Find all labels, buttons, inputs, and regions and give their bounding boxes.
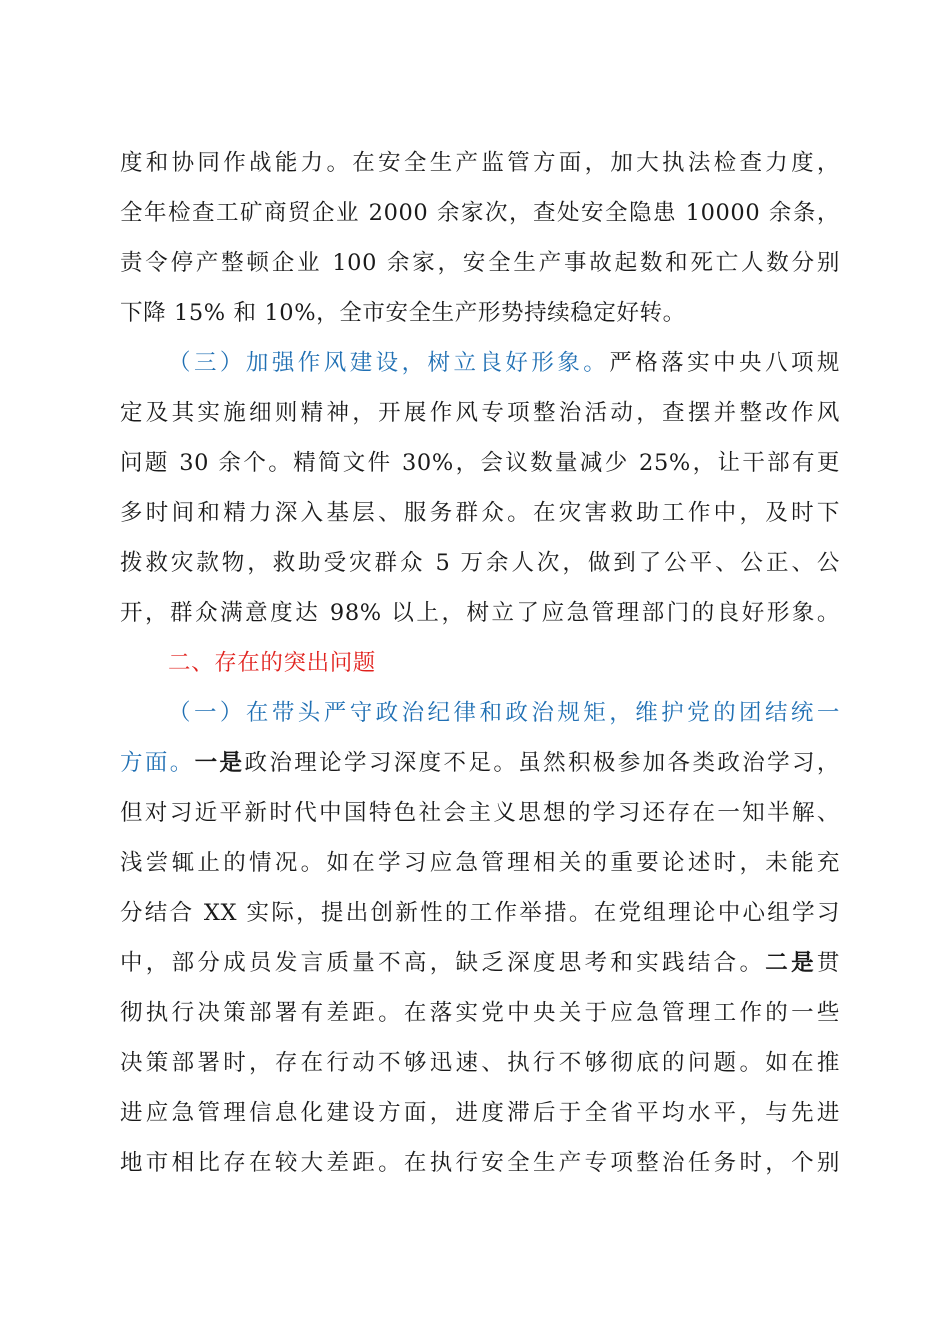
- text-segment: 彻执行决策部署有差距。在落实党中央关于应急管理工作的一些: [120, 1000, 840, 1026]
- body-text-line: [120, 1138, 840, 1188]
- body-text-line: [120, 1088, 840, 1138]
- text-segment: 中，部分成员发言质量不高，缺乏深度思考和实践结合。: [120, 950, 766, 976]
- text-segment: 决策部署时，存在行动不够迅速、执行不够彻底的问题。如在推: [120, 1050, 840, 1076]
- body-text-line: [120, 588, 840, 638]
- text-segment: 开，群众满意度达 98% 以上，树立了应急管理部门的良好形象。: [120, 600, 840, 626]
- body-text-line: [120, 288, 840, 338]
- body-text-line: [120, 988, 840, 1038]
- section-heading-1: （一）在带头严守政治纪律和政治规矩，维护党的团结统一: [168, 700, 840, 726]
- body-text-line: [120, 888, 840, 938]
- body-text-line: [120, 788, 840, 838]
- body-text-line: [120, 938, 840, 988]
- body-text-line: [120, 238, 840, 288]
- body-text-line: [120, 388, 840, 438]
- text-segment: 地市相比存在较大差距。在执行安全生产专项整治任务时，个别: [120, 1150, 840, 1176]
- body-text-line: [120, 138, 840, 188]
- text-segment: 问题 30 余个。精简文件 30%，会议数量减少 25%，让干部有更: [120, 450, 840, 476]
- body-text-line: [120, 1038, 840, 1088]
- point-marker: 一是: [194, 750, 245, 776]
- section-heading-line: [168, 338, 840, 388]
- text-segment: 多时间和精力深入基层、服务群众。在灾害救助工作中，及时下: [120, 500, 840, 526]
- section-heading-line: [168, 688, 840, 738]
- text-segment: 定及其实施细则精神，开展作风专项整治活动，查摆并整改作风: [120, 400, 840, 426]
- section-heading-1-tail: 方面。: [120, 750, 195, 776]
- text-segment: 但对习近平新时代中国特色社会主义思想的学习还存在一知半解、: [120, 800, 840, 826]
- body-text-line: [120, 488, 840, 538]
- text-segment: 责令停产整顿企业 100 余家，安全生产事故起数和死亡人数分别: [120, 250, 840, 276]
- text-segment: 拨救灾款物，救助受灾群众 5 万余人次，做到了公平、公正、公: [120, 550, 840, 576]
- section-heading-3: （三）加强作风建设，树立良好形象。: [168, 350, 610, 376]
- body-text-line: [120, 838, 840, 888]
- body-text-line: [120, 438, 840, 488]
- text-segment: 分结合 XX 实际，提出创新性的工作举措。在党组理论中心组学习: [120, 900, 840, 926]
- body-text-line: [120, 738, 840, 788]
- body-text-line: [120, 538, 840, 588]
- chapter-heading: 二、存在的突出问题: [168, 650, 376, 676]
- body-text-line: [120, 188, 840, 238]
- chapter-heading-line: [168, 638, 840, 688]
- point-marker: 二是: [765, 950, 817, 976]
- text-segment: 政治理论学习深度不足。虽然积极参加各类政治学习，: [244, 750, 840, 776]
- text-segment: 度和协同作战能力。在安全生产监管方面，加大执法检查力度，: [120, 150, 840, 176]
- text-segment: 全年检查工矿商贸企业 2000 余家次，查处安全隐患 10000 余条，: [120, 200, 840, 226]
- text-segment: 浅尝辄止的情况。如在学习应急管理相关的重要论述时，未能充: [120, 850, 840, 876]
- text-segment: 下降 15% 和 10%，全市安全生产形势持续稳定好转。: [120, 300, 686, 326]
- text-segment: 严格落实中央八项规: [609, 350, 840, 376]
- text-segment: 贯: [816, 950, 840, 976]
- text-segment: 进应急管理信息化建设方面，进度滞后于全省平均水平，与先进: [120, 1100, 840, 1126]
